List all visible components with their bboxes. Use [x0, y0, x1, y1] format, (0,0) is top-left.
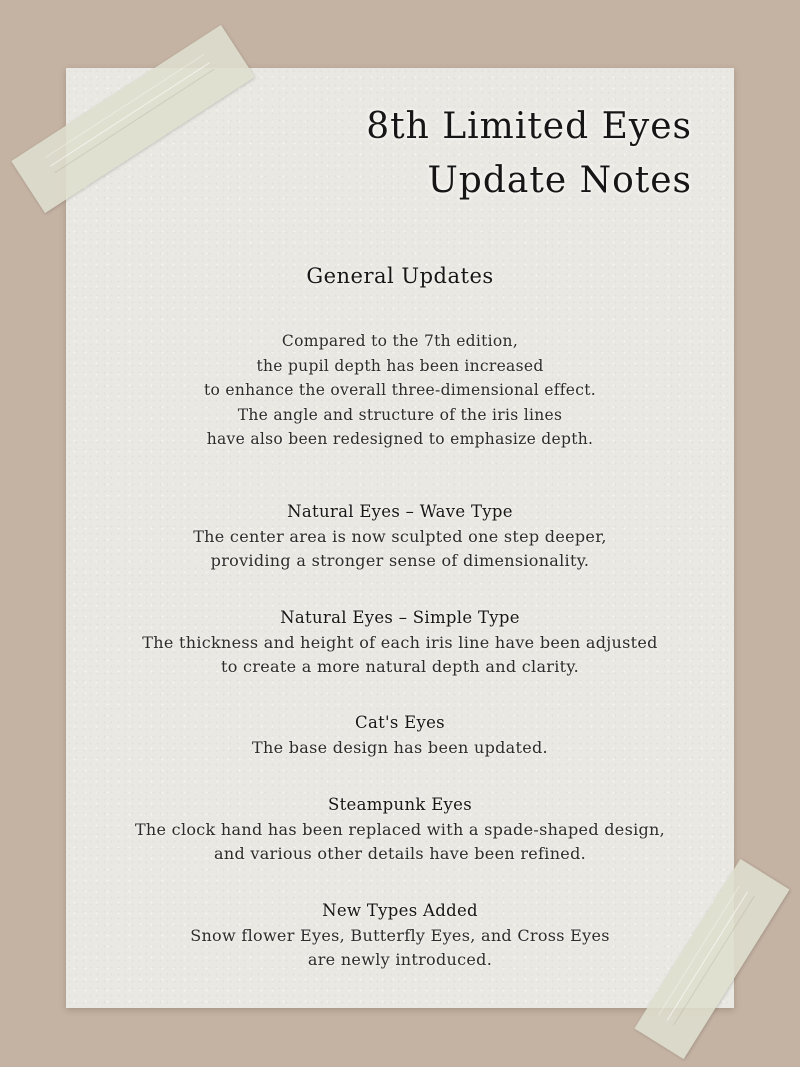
update-natural-simple	[0, 606, 800, 680]
title-line-1: 8th Limited Eyes	[366, 106, 692, 147]
update-desc-line: to create a more natural depth and clarity.	[220, 657, 579, 676]
update-desc-line: providing a stronger sense of dimensionality.	[210, 551, 590, 570]
update-natural-wave	[0, 500, 800, 574]
update-desc-line: and various other details have been refined.	[214, 844, 586, 863]
general-updates-body	[0, 329, 800, 452]
update-desc-line: Snow flower Eyes, Butterfly Eyes, and Cross Eyes	[190, 925, 610, 945]
general-line: have also been redesigned to emphasize depth.	[206, 430, 594, 448]
general-line: to enhance the overall three-dimensional effect.	[203, 381, 597, 399]
update-desc-line: The clock hand has been replaced with a spade-shaped design,	[134, 819, 666, 839]
general-updates-heading: General Updates	[306, 264, 494, 288]
update-steampunk	[0, 793, 800, 867]
update-desc-line: The thickness and height of each iris line have been adjusted	[142, 632, 658, 652]
update-cats-eyes	[0, 711, 800, 760]
page-title	[366, 100, 692, 208]
update-name: Cat's Eyes	[355, 713, 445, 732]
update-name: Natural Eyes – Simple Type	[280, 608, 520, 627]
title-line-2: Update Notes	[427, 160, 692, 201]
general-line: the pupil depth has been increased	[256, 356, 544, 375]
update-desc-line: The base design has been updated.	[252, 737, 548, 757]
general-line: The angle and structure of the iris lines	[237, 405, 563, 424]
update-name: New Types Added	[322, 901, 478, 920]
update-desc-line: The center area is now sculpted one step deeper,	[193, 526, 607, 546]
general-line: Compared to the 7th edition,	[281, 332, 519, 350]
update-name: Natural Eyes – Wave Type	[287, 502, 513, 521]
update-name: Steampunk Eyes	[327, 795, 473, 814]
update-desc-line: are newly introduced.	[307, 950, 493, 969]
update-new-types	[0, 899, 800, 973]
